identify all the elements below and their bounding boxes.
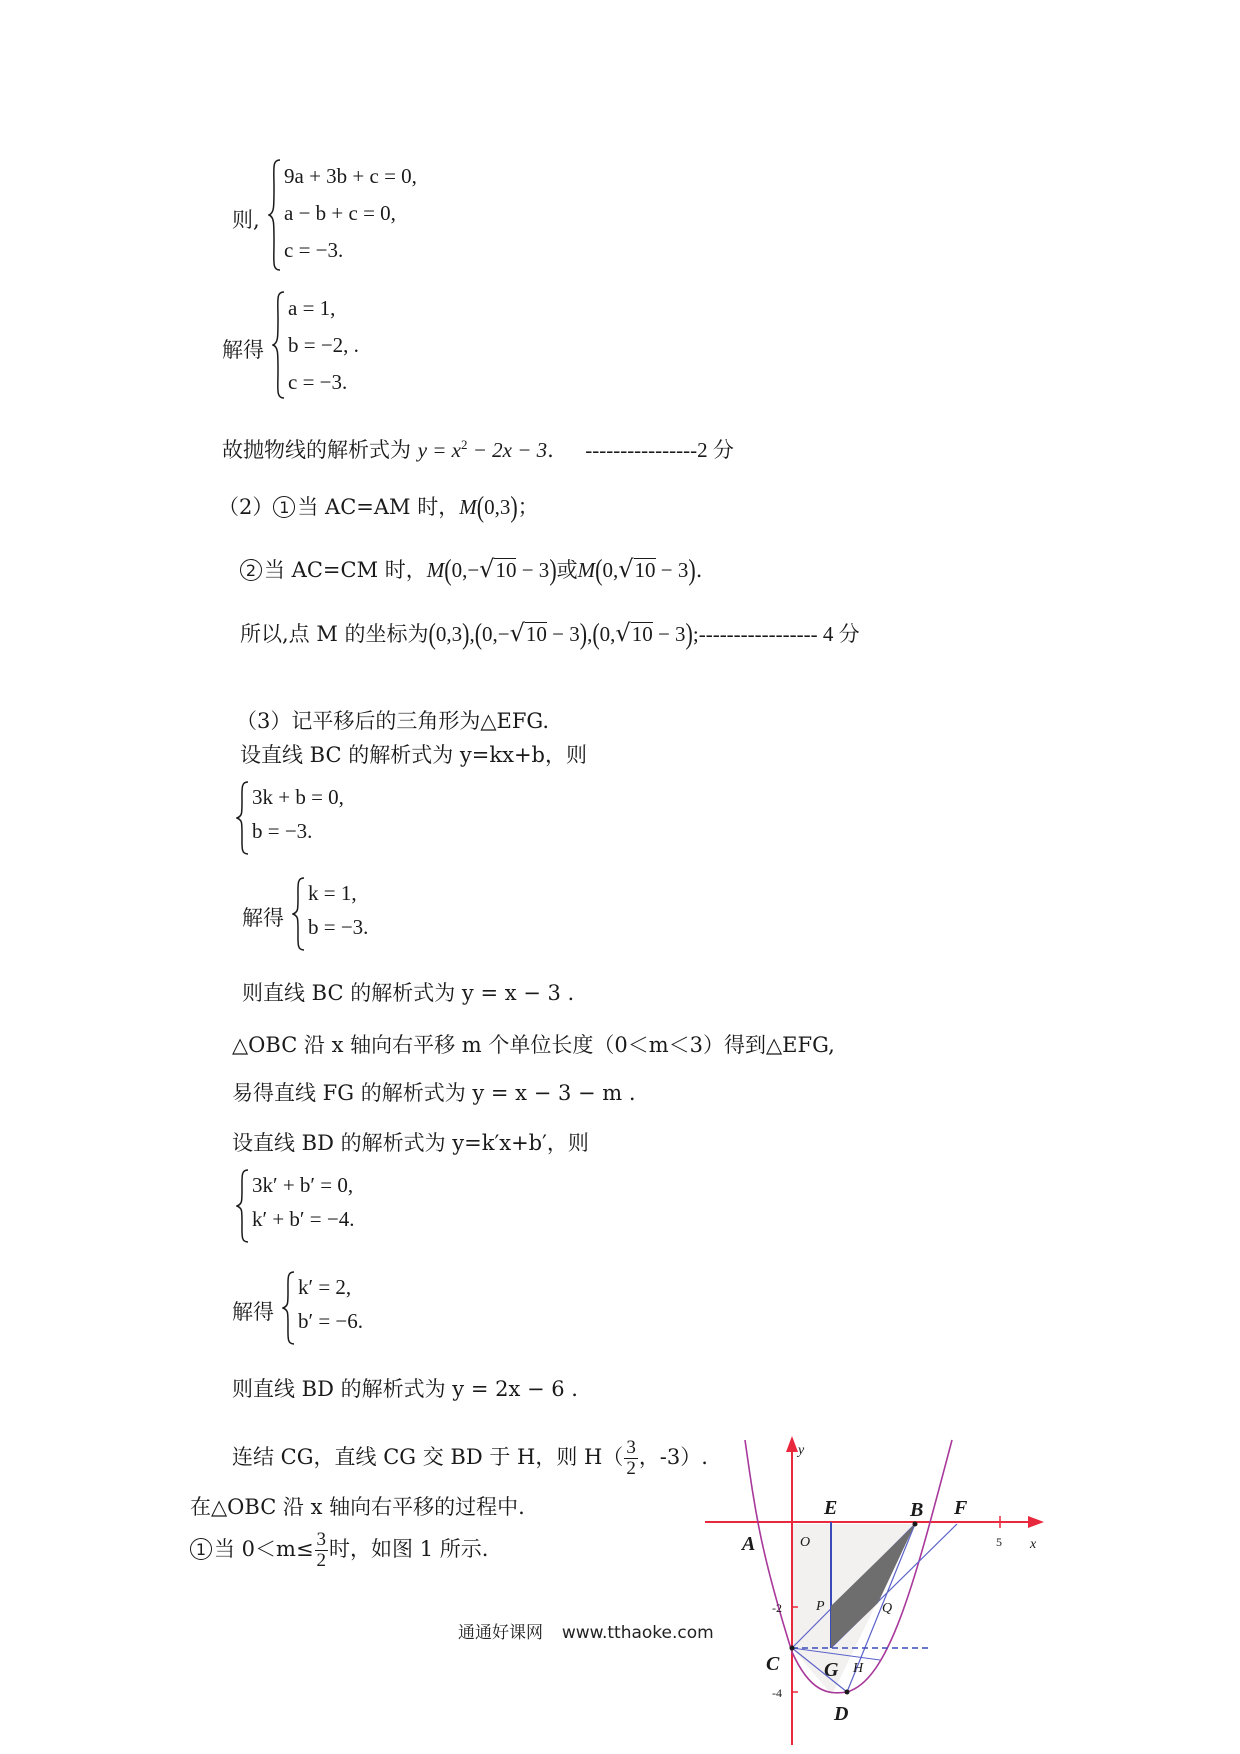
tick-label-5: 5 — [996, 1535, 1002, 1549]
case-text: 当 0＜m≤ — [214, 1537, 314, 1561]
tick-label-neg2: -2 — [772, 1601, 782, 1615]
solution-lead: 解得 — [242, 906, 284, 930]
footer-watermark — [458, 1618, 714, 1643]
point-m: M — [459, 495, 477, 519]
point-m: M — [426, 558, 445, 582]
x-axis-label: x — [1030, 1537, 1037, 1552]
result-expr-rhs: − 2x − 3 — [467, 438, 548, 462]
site-name: 通通好课网 — [458, 1623, 543, 1643]
cg-text: 连结 CG，直线 CG 交 BD 于 H，则 H（ — [232, 1445, 624, 1469]
y-axis-label: y — [798, 1443, 805, 1458]
label-a: A — [742, 1533, 756, 1555]
point-b — [913, 1522, 918, 1527]
part2-line3: 所以,点 M 的坐标为(0,3),(0,−√10 − 3),(0,√10 − 3);----------------- 4 分 — [240, 616, 860, 651]
coordinate: − 3 — [655, 558, 689, 582]
brace-icon — [236, 780, 250, 856]
site-url: www.tthaoke.com — [561, 1623, 714, 1643]
equation-line: c = −3. — [288, 370, 348, 394]
circled-number: 1 — [273, 496, 295, 518]
summary-text: 所以,点 M 的坐标为 — [240, 622, 429, 646]
bc-setup: 设直线 BC 的解析式为 y=kx+b，则 — [240, 743, 587, 767]
label-g: G — [824, 1659, 839, 1681]
brace-icon — [236, 1168, 250, 1244]
line-end: . — [695, 558, 703, 582]
system1-lead: 则, — [232, 208, 260, 232]
brace-icon — [282, 1270, 296, 1346]
part2-line2: 2 当 AC=CM 时，M(0,−√10 − 3)或M(0,√10 − 3). — [240, 556, 702, 583]
case-text-end: 时，如图 1 所示. — [329, 1537, 489, 1561]
label-h: H — [853, 1661, 864, 1676]
coordinate: 0,− — [482, 622, 510, 646]
equation-line: 3k + b = 0, — [252, 785, 344, 809]
sqrt-value: 10 — [634, 558, 656, 582]
cg-line — [232, 1434, 708, 1480]
coordinate: 0,− — [451, 558, 480, 582]
bd-result: 则直线 BD 的解析式为 y = 2x − 6 . — [232, 1377, 578, 1401]
equation-line: c = −3. — [284, 238, 344, 262]
label-c: C — [766, 1653, 780, 1675]
brace-icon — [272, 290, 286, 400]
solution-lead: 解得 — [232, 1300, 274, 1324]
cg-text-end: ，-3）. — [638, 1445, 708, 1469]
x-axis-arrow-icon — [1028, 1516, 1044, 1528]
part-label: （2） — [218, 495, 274, 519]
equation-line: b = −3. — [308, 915, 369, 939]
equation-line: b = −3. — [252, 819, 313, 843]
fg-result: 易得直线 FG 的解析式为 y = x − 3 − m . — [232, 1081, 636, 1105]
result-expr-lhs: y = x — [417, 438, 461, 462]
sqrt-value: 10 — [631, 622, 653, 646]
y-axis-arrow-icon — [786, 1436, 798, 1452]
result-exponent: 2 — [461, 437, 468, 452]
sqrt-value: 10 — [525, 622, 547, 646]
parabola-result-line — [222, 432, 734, 463]
coordinate: − 3 — [546, 622, 580, 646]
coordinate: 0, — [602, 558, 619, 582]
process-text: 在△OBC 沿 x 轴向右平移的过程中. — [190, 1495, 525, 1519]
label-d: D — [834, 1703, 849, 1725]
part3-heading: （3）记平移后的三角形为△EFG. — [236, 709, 550, 733]
label-o: O — [800, 1535, 811, 1550]
tick-label-neg4: -4 — [772, 1686, 782, 1700]
equation-line: k′ = 2, — [298, 1275, 352, 1299]
point-m: M — [577, 558, 596, 582]
equation-line: a − b + c = 0, — [284, 201, 396, 225]
part2-line1: （2） 1 当 AC=AM 时，M(0,3)； — [218, 489, 539, 524]
coordinate: 0,3 — [435, 622, 463, 646]
case1-line — [190, 1522, 488, 1576]
brace-icon — [292, 876, 306, 952]
point-d — [845, 1690, 850, 1695]
point-c — [790, 1646, 795, 1651]
system2-lead: 解得 — [222, 338, 264, 362]
label-e: E — [824, 1497, 838, 1519]
case-text: 当 AC=CM 时， — [264, 558, 427, 582]
case-text: 当 AC=AM 时， — [297, 495, 460, 519]
coordinate: 0, — [599, 622, 616, 646]
equation-line: b′ = −6. — [298, 1309, 364, 1333]
score-marker: ----------------2 分 — [585, 438, 734, 462]
bd-setup: 设直线 BD 的解析式为 y=k′x+b′，则 — [232, 1131, 589, 1155]
sqrt-value: 10 — [495, 558, 517, 582]
translation-text: △OBC 沿 x 轴向右平移 m 个单位长度（0＜m＜3）得到△EFG, — [232, 1033, 835, 1057]
score-marker: ;----------------- 4 分 — [692, 622, 860, 646]
equation-line: 9a + 3b + c = 0, — [284, 164, 417, 188]
equation-line: k = 1, — [308, 881, 357, 905]
label-p: P — [816, 1599, 825, 1614]
coordinate: 0,3 — [484, 495, 511, 519]
figure-1 — [700, 1430, 1060, 1750]
brace-icon — [268, 158, 282, 272]
circled-number: 2 — [240, 559, 262, 581]
label-b: B — [910, 1499, 924, 1521]
result-tail: . — [547, 438, 554, 462]
fraction: $\frac{3}{2}$ — [316, 1529, 327, 1571]
coordinate: − 3 — [652, 622, 686, 646]
fraction: $\frac{3}{2}$ — [626, 1437, 636, 1479]
circled-number: 1 — [190, 1538, 212, 1560]
equation-line: k′ + b′ = −4. — [252, 1207, 355, 1231]
line-end: ； — [517, 495, 539, 519]
result-prefix: 故抛物线的解析式为 — [222, 438, 411, 462]
equation-line: b = −2, . — [288, 333, 359, 357]
coordinate: − 3 — [516, 558, 550, 582]
equation-line: 3k′ + b′ = 0, — [252, 1173, 354, 1197]
or-word: 或 — [556, 558, 578, 582]
label-f: F — [954, 1497, 968, 1519]
bc-result: 则直线 BC 的解析式为 y = x − 3 . — [242, 981, 575, 1005]
label-q: Q — [882, 1601, 893, 1616]
equation-line: a = 1, — [288, 296, 336, 320]
